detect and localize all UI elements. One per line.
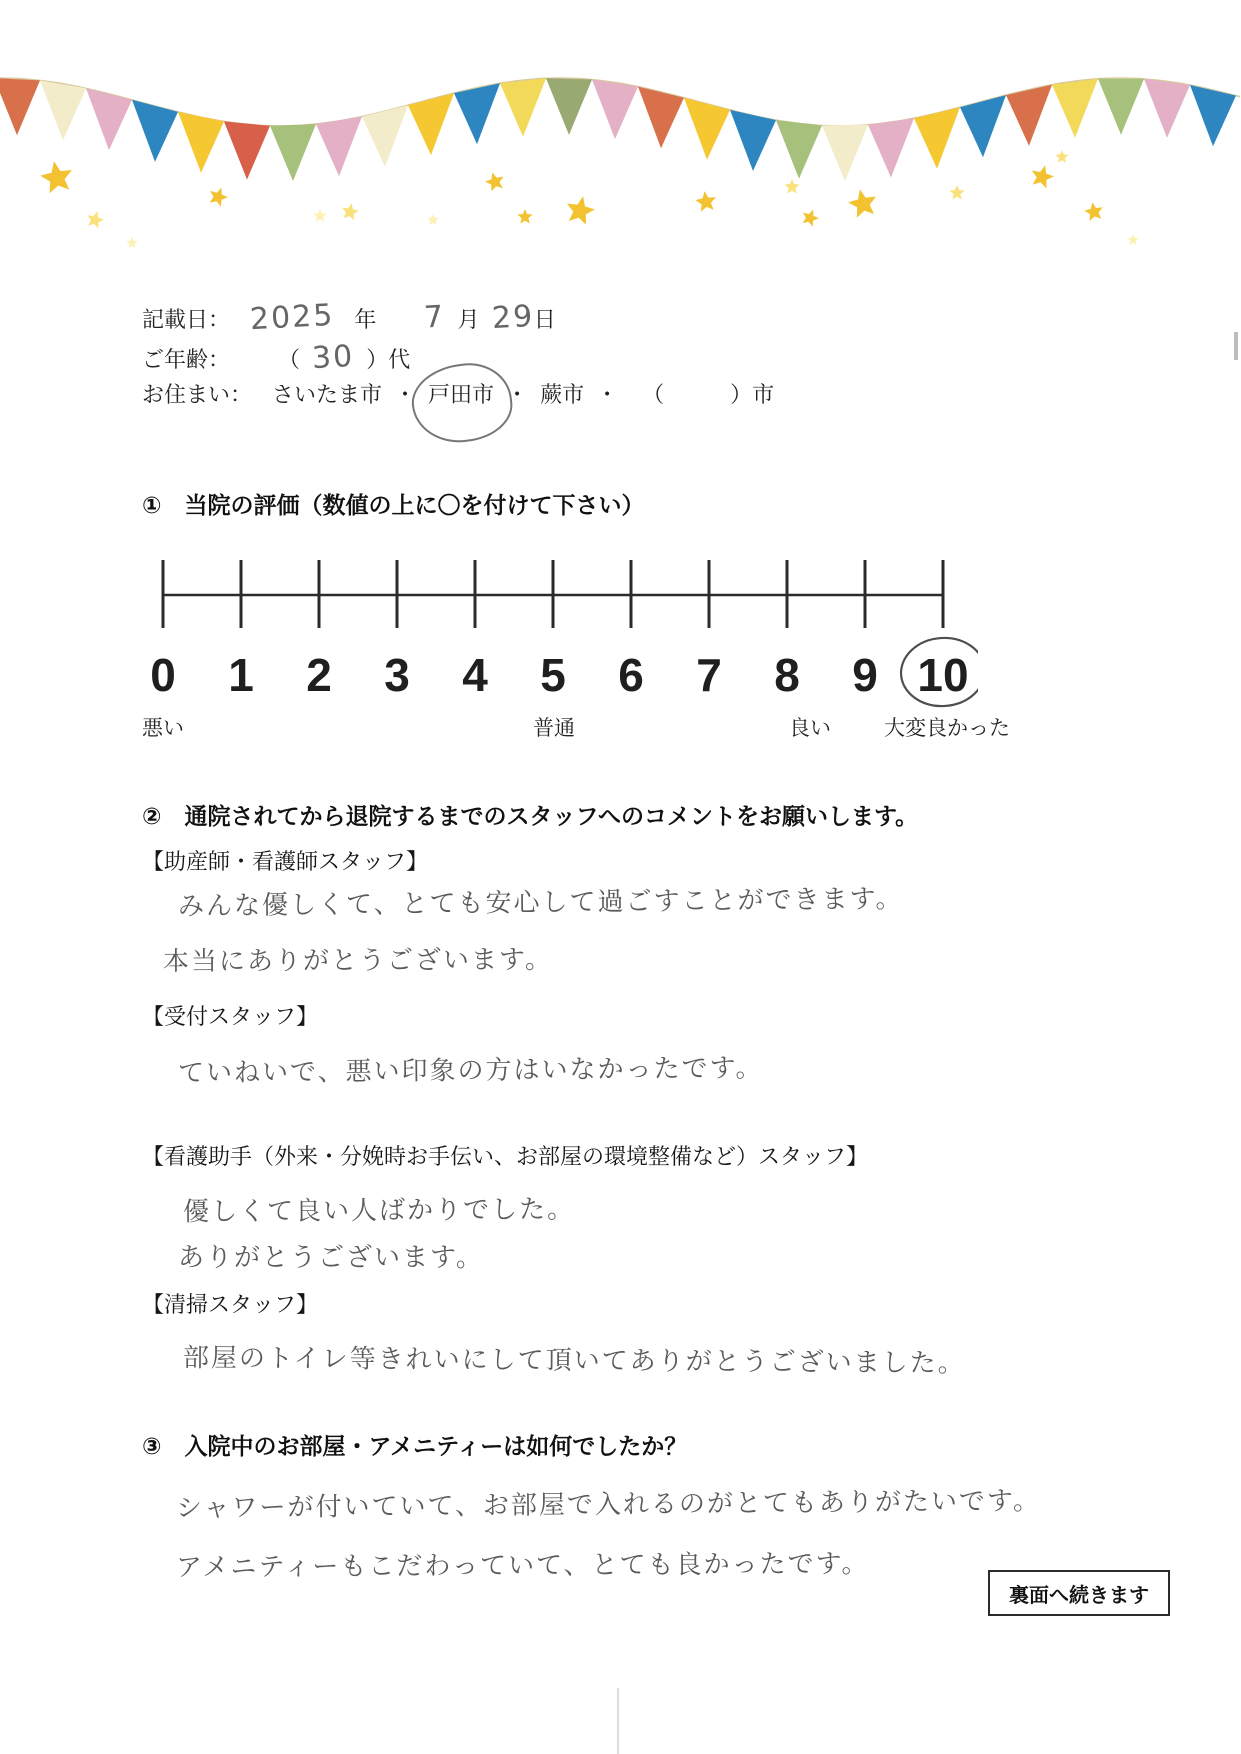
residence-label: お住まい： xyxy=(142,382,253,407)
section-label-midwife-nurse: 【助産師・看護師スタッフ】 xyxy=(142,849,429,874)
age-field xyxy=(142,340,410,375)
svg-text:6: 6 xyxy=(618,649,644,701)
residence-separator: ・ xyxy=(506,382,529,407)
svg-text:9: 9 xyxy=(852,649,878,701)
bunting-and-stars-decoration xyxy=(0,30,1241,260)
residence-option-saitama: さいたま市 xyxy=(272,382,383,407)
date-label: 記載日： xyxy=(142,307,231,332)
age-paren-close: ）代 xyxy=(366,347,411,372)
date-field xyxy=(142,297,556,338)
section-label-reception: 【受付スタッフ】 xyxy=(142,1004,319,1029)
svg-text:3: 3 xyxy=(384,649,410,701)
handwritten-comment: シャワーが付いていて、お部屋で入れるのがとてもありがたいです。 xyxy=(175,1486,1042,1524)
date-day-suffix: 日 xyxy=(533,307,556,332)
handwritten-comment: ありがとうございます。 xyxy=(178,1243,484,1273)
section-label-nursing-assistant: 【看護助手（外来・分娩時お手伝い、お部屋の環境整備など）スタッフ】 xyxy=(142,1144,869,1169)
continuation-note-box xyxy=(988,1570,1170,1616)
svg-text:10: 10 xyxy=(917,649,969,701)
handwritten-comment: みんな優しくて、とても安心して過ごすことができます。 xyxy=(177,884,904,922)
residence-option-warabi: 蕨市 xyxy=(540,382,585,407)
question-2-heading: ② 通院されてから退院するまでのスタッフへのコメントをお願いします。 xyxy=(142,803,919,829)
age-value-handwritten: 30 xyxy=(311,338,356,377)
date-day-handwritten: 29 xyxy=(490,298,535,337)
scale-anchor-very-good: 大変良かった xyxy=(884,717,1010,740)
handwritten-comment: ていねいで、悪い印象の方はいなかったです。 xyxy=(177,1053,764,1089)
handwritten-comment: 部屋のトイレ等きれいにして頂いてありがとうございました。 xyxy=(182,1343,966,1379)
date-year-handwritten: 2025 xyxy=(249,297,336,338)
scale-anchor-normal: 普通 xyxy=(533,717,575,740)
question-3-heading: ③ 入院中のお部屋・アメニティーは如何でしたか？ xyxy=(142,1433,688,1459)
residence-other-blank: （ ）市 xyxy=(642,382,775,407)
svg-text:8: 8 xyxy=(774,649,800,701)
scale-anchor-bad: 悪い xyxy=(142,717,184,740)
residence-separator: ・ xyxy=(596,382,619,407)
age-label: ご年齢： xyxy=(142,347,231,372)
age-paren-open: （ xyxy=(278,347,301,372)
residence-field xyxy=(142,378,774,409)
svg-text:2: 2 xyxy=(306,649,332,701)
svg-text:4: 4 xyxy=(462,649,488,701)
question-1-heading: ① 当院の評価（数値の上に〇を付けて下さい） xyxy=(142,492,645,518)
svg-text:1: 1 xyxy=(228,649,254,701)
svg-text:5: 5 xyxy=(540,649,566,701)
date-month-suffix: 月 xyxy=(457,307,480,332)
rating-scale-0-to-10 xyxy=(138,548,978,710)
date-month-handwritten: 7 xyxy=(423,299,447,336)
continuation-note-text: 裏面へ続きます xyxy=(1009,1584,1149,1607)
svg-text:0: 0 xyxy=(150,649,176,701)
handwritten-comment: アメニティーもこだわっていて、とても良かったです。 xyxy=(175,1549,870,1583)
scale-anchor-good: 良い xyxy=(789,717,831,740)
date-year-suffix: 年 xyxy=(354,307,377,332)
svg-text:7: 7 xyxy=(696,649,722,701)
scan-artifact-mark xyxy=(1234,332,1238,360)
handwritten-comment: 本当にありがとうございます。 xyxy=(162,944,554,978)
residence-option-toda-circled: 戸田市 xyxy=(428,378,494,409)
residence-separator: ・ xyxy=(394,382,417,407)
scan-artifact-line xyxy=(617,1688,619,1754)
section-label-cleaning: 【清掃スタッフ】 xyxy=(142,1292,319,1317)
handwritten-comment: 優しくて良い人ばかりでした。 xyxy=(182,1194,576,1228)
